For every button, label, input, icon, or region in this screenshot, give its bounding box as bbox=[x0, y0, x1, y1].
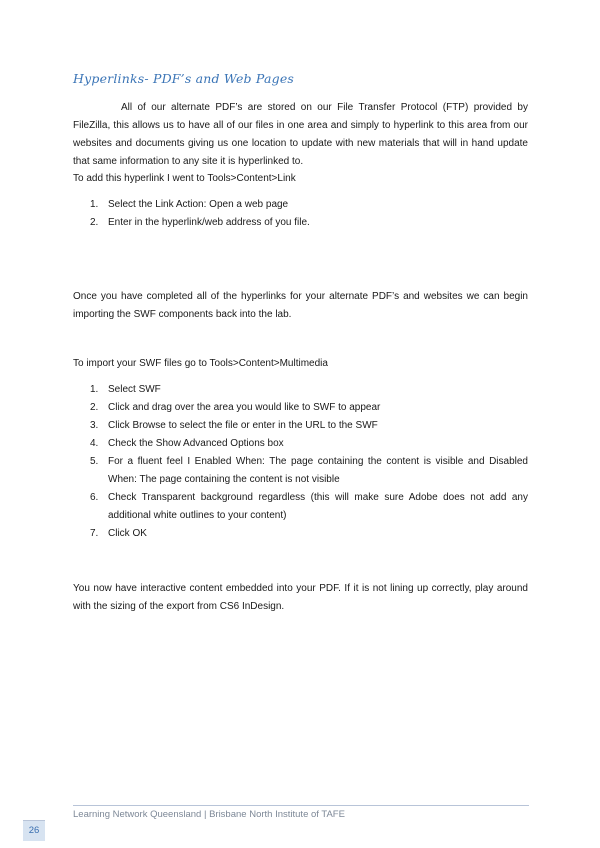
list-item bbox=[73, 435, 528, 453]
list-item bbox=[73, 214, 528, 232]
footer-divider bbox=[73, 805, 529, 806]
hyperlink-steps-list bbox=[73, 196, 528, 232]
list-number: 2. bbox=[90, 217, 99, 228]
list-item bbox=[73, 417, 528, 435]
list-item bbox=[73, 381, 528, 399]
list-number: 3. bbox=[90, 420, 99, 431]
list-text: Click Browse to select the file or enter in the URL to the SWF bbox=[108, 420, 378, 431]
list-text: For a fluent feel I Enabled When: The page containing the content is visible and Disabled When: The page containing the content is not visible bbox=[108, 456, 528, 485]
list-text: Check Transparent background regardless (this will make sure Adobe does not add any additional white outlines to your content) bbox=[108, 492, 528, 521]
list-number: 6. bbox=[90, 492, 99, 503]
hyperlink-instruction: To add this hyperlink I went to Tools>Content>Link bbox=[73, 173, 296, 184]
list-item bbox=[73, 453, 528, 489]
list-text: Check the Show Advanced Options box bbox=[108, 438, 284, 449]
intro-paragraph: All of our alternate PDF’s are stored on our File Transfer Protocol (FTP) provided by FileZilla, this allows us to have all of our files in one area and simply to hyperlink to this area from our websites and documents giving us one location to update with new materials that will in hand update that same information to any site it is hyperlinked to. bbox=[73, 102, 528, 167]
list-item bbox=[73, 196, 528, 214]
list-number: 1. bbox=[90, 384, 99, 395]
section-heading: Hyperlinks- PDF’s and Web Pages bbox=[73, 71, 295, 86]
list-number: 2. bbox=[90, 402, 99, 413]
list-item bbox=[73, 489, 528, 525]
page-number-box bbox=[23, 820, 45, 841]
list-text: Click OK bbox=[108, 528, 147, 539]
list-number: 1. bbox=[90, 199, 99, 210]
closing-paragraph: You now have interactive content embedded into your PDF. If it is not lining up correctly, play around with the sizing of the export from CS6 InDesign. bbox=[73, 583, 528, 612]
list-text: Select SWF bbox=[108, 384, 161, 395]
list-text: Select the Link Action: Open a web page bbox=[108, 199, 289, 210]
completed-paragraph: Once you have completed all of the hyperlinks for your alternate PDF’s and websites we can begin importing the SWF components back into the lab. bbox=[73, 291, 528, 320]
footer-text: Learning Network Queensland | Brisbane North Institute of TAFE bbox=[73, 809, 345, 820]
list-number: 4. bbox=[90, 438, 99, 449]
list-text: Click and drag over the area you would like to SWF to appear bbox=[108, 402, 381, 413]
import-steps-list bbox=[73, 381, 528, 543]
list-text: Enter in the hyperlink/web address of you file. bbox=[108, 217, 310, 228]
list-number: 7. bbox=[90, 528, 99, 539]
import-instruction: To import your SWF files go to Tools>Content>Multimedia bbox=[73, 358, 328, 369]
list-number: 5. bbox=[90, 456, 99, 467]
list-item bbox=[73, 525, 528, 543]
page-number: 26 bbox=[28, 825, 40, 836]
list-item bbox=[73, 399, 528, 417]
